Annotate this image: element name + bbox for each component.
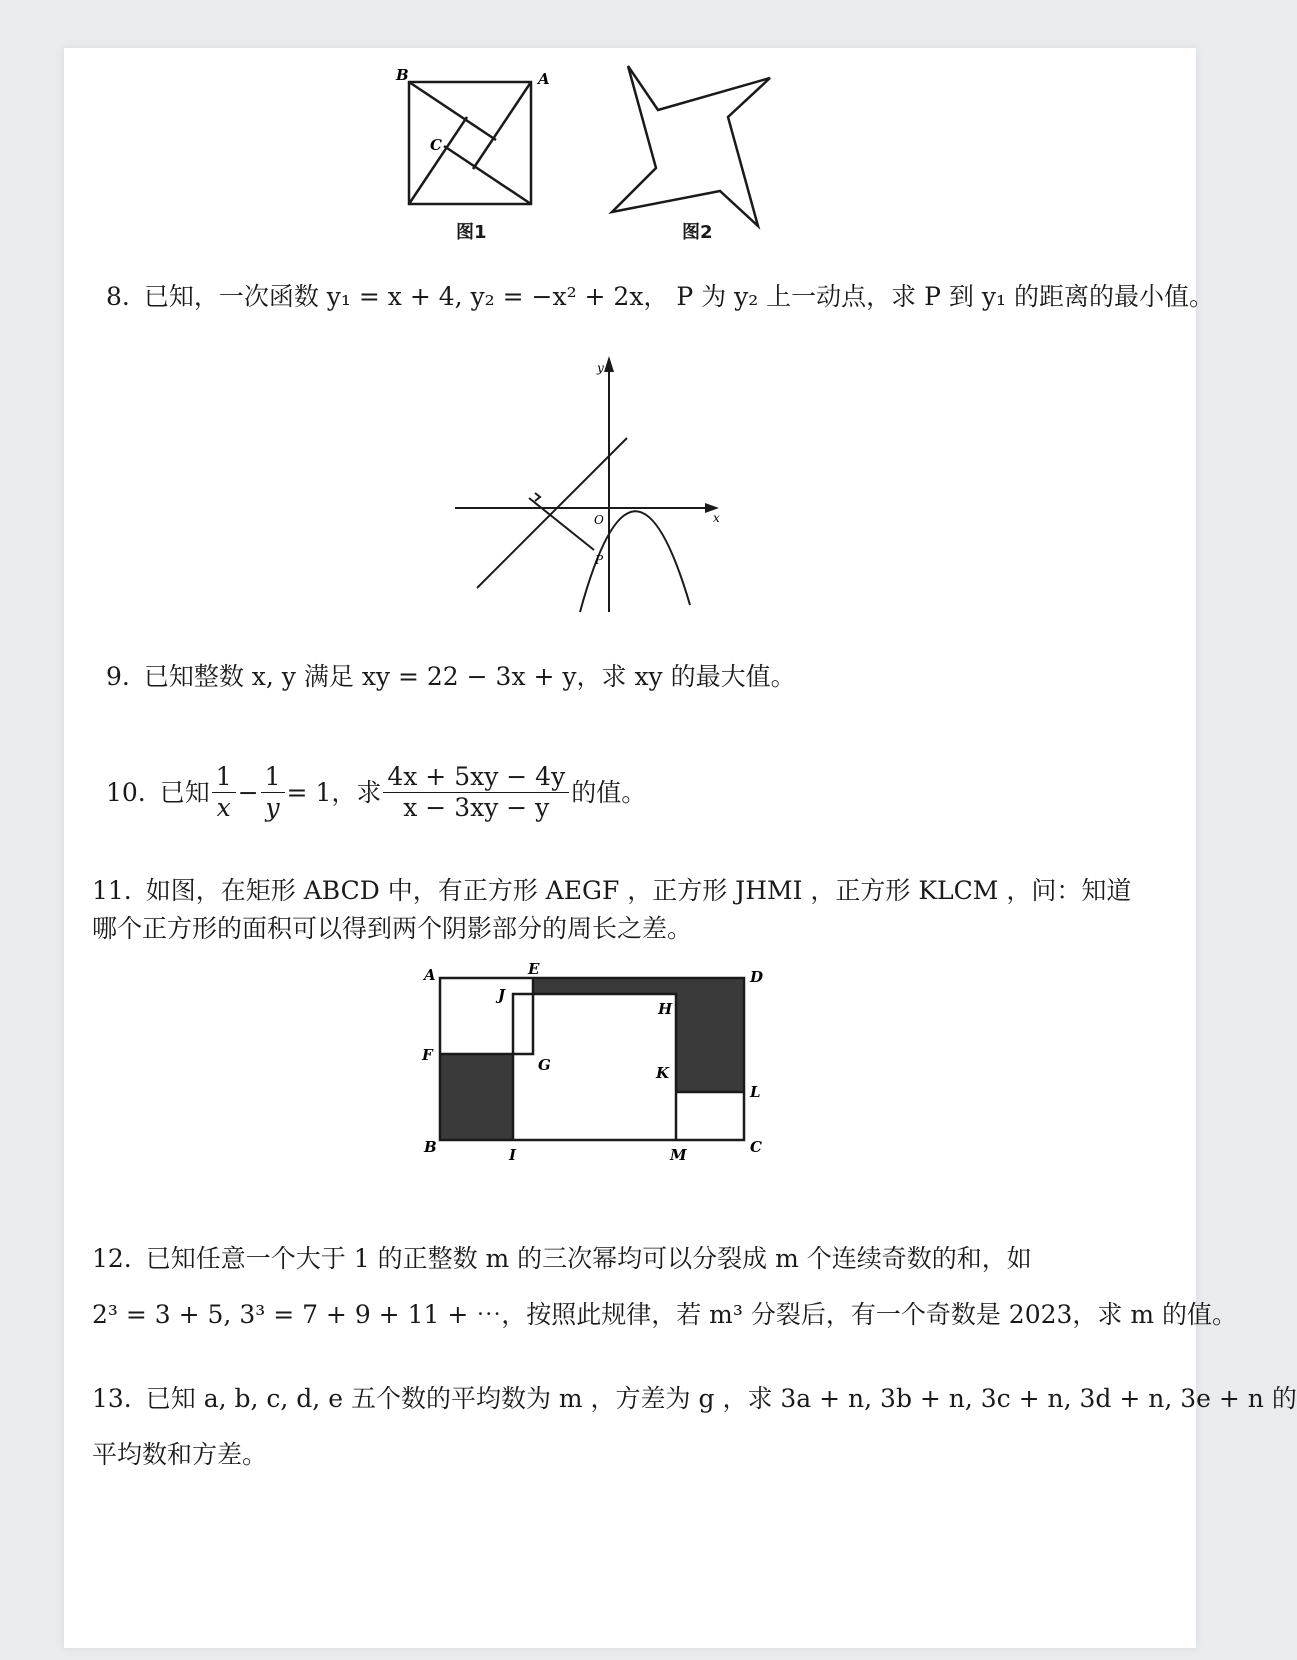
outer-square — [409, 82, 531, 204]
question-9 — [106, 662, 796, 692]
label-l: L — [750, 1083, 761, 1101]
square-aegf-edges — [440, 978, 533, 1054]
label-c: C — [430, 136, 442, 154]
worksheet-page — [64, 48, 1297, 1648]
question-number: 9. — [106, 662, 130, 691]
perpendicular-segment — [529, 498, 594, 550]
label-x: x — [713, 511, 720, 525]
question-text-pre: 已知 — [159, 777, 210, 807]
label-i: I — [509, 1146, 517, 1164]
question-text-line-1: 已知 a, b, c, d, e 五个数的平均数为 m ，方差为 g ，求 3a + n, 3b + n, 3c + n, 3d + n, 3e + n 的 — [145, 1384, 1297, 1413]
label-e: E — [528, 960, 540, 978]
question-12 — [92, 1244, 1237, 1330]
figure-1-caption: 图1 — [456, 222, 487, 243]
minus-sign: − — [237, 777, 259, 807]
label-y: y — [597, 361, 604, 375]
shaded-region-fgbi — [440, 1054, 513, 1140]
question-number: 12. — [92, 1244, 132, 1273]
fraction-1-over-y: $\frac{1}{y}$ — [261, 762, 285, 823]
figure-2-caption: 图2 — [682, 222, 713, 243]
label-j: J — [498, 986, 506, 1004]
fraction-1-over-x: $\frac{1}{x}$ — [212, 762, 236, 823]
question-number: 8. — [106, 282, 130, 311]
question-text-line-1: 如图，在矩形 ABCD 中，有正方形 AEGF ，正方形 JHMI ，正方形 KLCM ，问：知道 — [145, 876, 1132, 905]
label-p: P — [595, 553, 604, 567]
question-number: 11. — [92, 876, 132, 905]
question-text: 已知整数 x, y 满足 xy = 22 − 3x + y，求 xy 的最大值。 — [143, 662, 796, 691]
figure-q11-rectangle — [410, 960, 790, 1206]
label-d: D — [750, 968, 764, 986]
question-11 — [92, 876, 1131, 944]
label-origin: O — [594, 513, 604, 527]
label-b: B — [424, 1138, 437, 1156]
question-text-line-2: 哪个正方形的面积可以得到两个阴影部分的周长之差。 — [92, 914, 693, 943]
figure-2-star-diagram — [604, 58, 784, 230]
question-text-line-1: 已知任意一个大于 1 的正整数 m 的三次幂均可以分裂成 m 个连续奇数的和，如 — [145, 1244, 1032, 1273]
graph-q8 — [449, 350, 729, 620]
question-8 — [106, 282, 1214, 312]
label-f: F — [422, 1046, 433, 1064]
question-text-line-2: 2³ = 3 + 5, 3³ = 7 + 9 + 11 + ⋯，按照此规律，若 m³ 分裂后，有一个奇数是 2023，求 m 的值。 — [92, 1300, 1238, 1329]
question-number: 10. — [106, 777, 146, 807]
question-13 — [92, 1384, 1297, 1470]
equals-text: = 1，求 — [286, 777, 382, 807]
question-number: 13. — [92, 1384, 132, 1413]
four-point-star — [612, 66, 770, 226]
label-h: H — [658, 1000, 673, 1018]
line-y1 — [477, 438, 627, 588]
question-text-line-2: 平均数和方差。 — [92, 1440, 268, 1469]
label-m: M — [670, 1146, 687, 1164]
label-b: B — [396, 66, 409, 84]
label-a: A — [424, 966, 436, 984]
question-text-post: 的值。 — [571, 777, 647, 807]
label-k: K — [656, 1064, 670, 1082]
label-a: A — [538, 70, 550, 88]
fraction-expression: $\frac{4x + 5xy - 4y}{x - 3xy - y}$ — [383, 762, 569, 823]
label-c: C — [750, 1138, 762, 1156]
label-g: G — [538, 1056, 551, 1074]
question-10 — [106, 762, 646, 823]
question-text: 已知，一次函数 y₁ = x + 4, y₂ = −x² + 2x， P 为 y₂ 上一动点，求 P 到 y₁ 的距离的最小值。 — [143, 282, 1214, 311]
